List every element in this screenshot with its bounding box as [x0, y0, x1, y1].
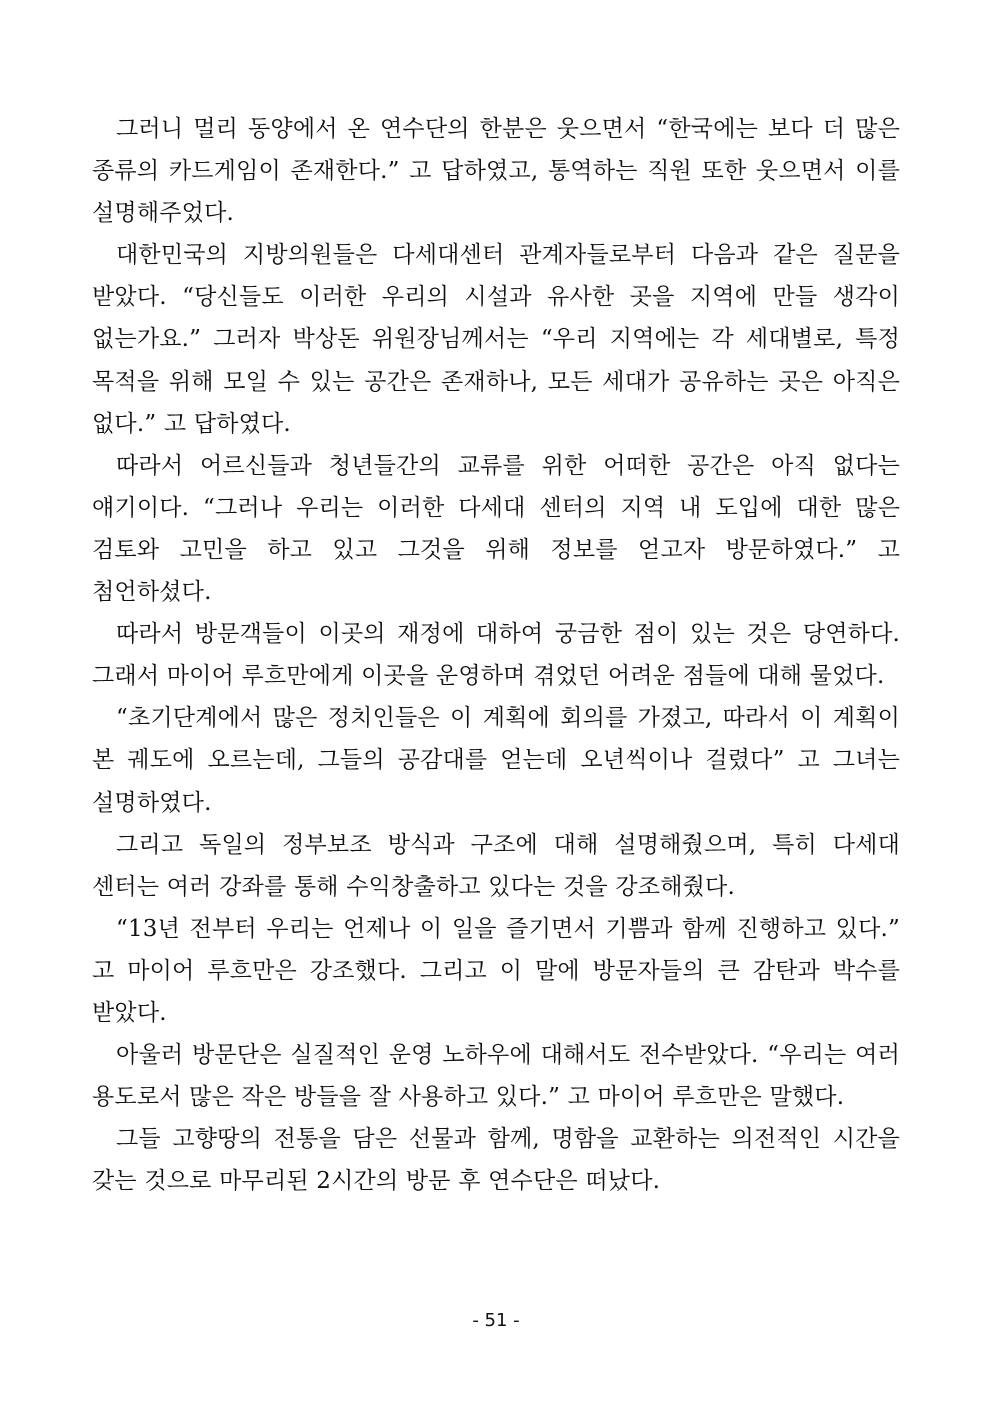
page-number: - 51 -: [472, 1310, 520, 1331]
paragraph: 그러니 멀리 동양에서 온 연수단의 한분은 웃으면서 “한국에는 보다 더 많은 종류의 카드게임이 존재한다.” 고 답하였고, 통역하는 직원 또한 웃으면서 이를 설명해주었다.: [92, 116, 900, 227]
paragraph: 아울러 방문단은 실질적인 운영 노하우에 대해서도 전수받았다. “우리는 여러 용도로서 많은 작은 방들을 잘 사용하고 있다.” 고 마이어 루흐만은 말했다.: [92, 1042, 900, 1111]
body-text: [92, 108, 900, 1202]
paragraph: “13년 전부터 우리는 언제나 이 일을 즐기면서 기쁨과 함께 진행하고 있다.” 고 마이어 루흐만은 강조했다. 그리고 이 말에 방문자들의 큰 감탄과 박수를 받았다.: [92, 915, 900, 1026]
paragraph: 그리고 독일의 정부보조 방식과 구조에 대해 설명해줬으며, 특히 다세대 센터는 여러 강좌를 통해 수익창출하고 있다는 것을 강조해줬다.: [92, 831, 900, 900]
paragraph: 그들 고향땅의 전통을 담은 선물과 함께, 명함을 교환하는 의전적인 시간을 갖는 것으로 마무리된 2시간의 방문 후 연수단은 떠났다.: [92, 1126, 900, 1195]
paragraph: 따라서 어르신들과 청년들간의 교류를 위한 어떠한 공간은 아직 없다는 얘기이다. “그러나 우리는 이러한 다세대 센터의 지역 내 도입에 대한 많은 검토와 고민을 하고 있고 그것을 위해 정보를 얻고자 방문하였다.” 고 첨언하셨다.: [92, 452, 900, 606]
paragraph: 따라서 방문객들이 이곳의 재정에 대하여 궁금한 점이 있는 것은 당연하다. 그래서 마이어 루흐만에게 이곳을 운영하며 겪었던 어려운 점들에 대해 물었다.: [92, 621, 900, 690]
paragraph: 대한민국의 지방의원들은 다세대센터 관계자들로부터 다음과 같은 질문을 받았다. “당신들도 이러한 우리의 시설과 유사한 곳을 지역에 만들 생각이 없는가요.” 그러자 박상돈 위원장님께서는 “우리 지역에는 각 세대별로, 특정 목적을 위해 모일 수 있는 공간은 존재하나, 모든 세대가 공유하는 곳은 아직은 없다.” 고 답하였다.: [92, 242, 900, 437]
paragraph: “초기단계에서 많은 정치인들은 이 계획에 회의를 가졌고, 따라서 이 계획이 본 궤도에 오르는데, 그들의 공감대를 얻는데 오년씩이나 걸렸다” 고 그녀는 설명하였다.: [92, 705, 900, 816]
